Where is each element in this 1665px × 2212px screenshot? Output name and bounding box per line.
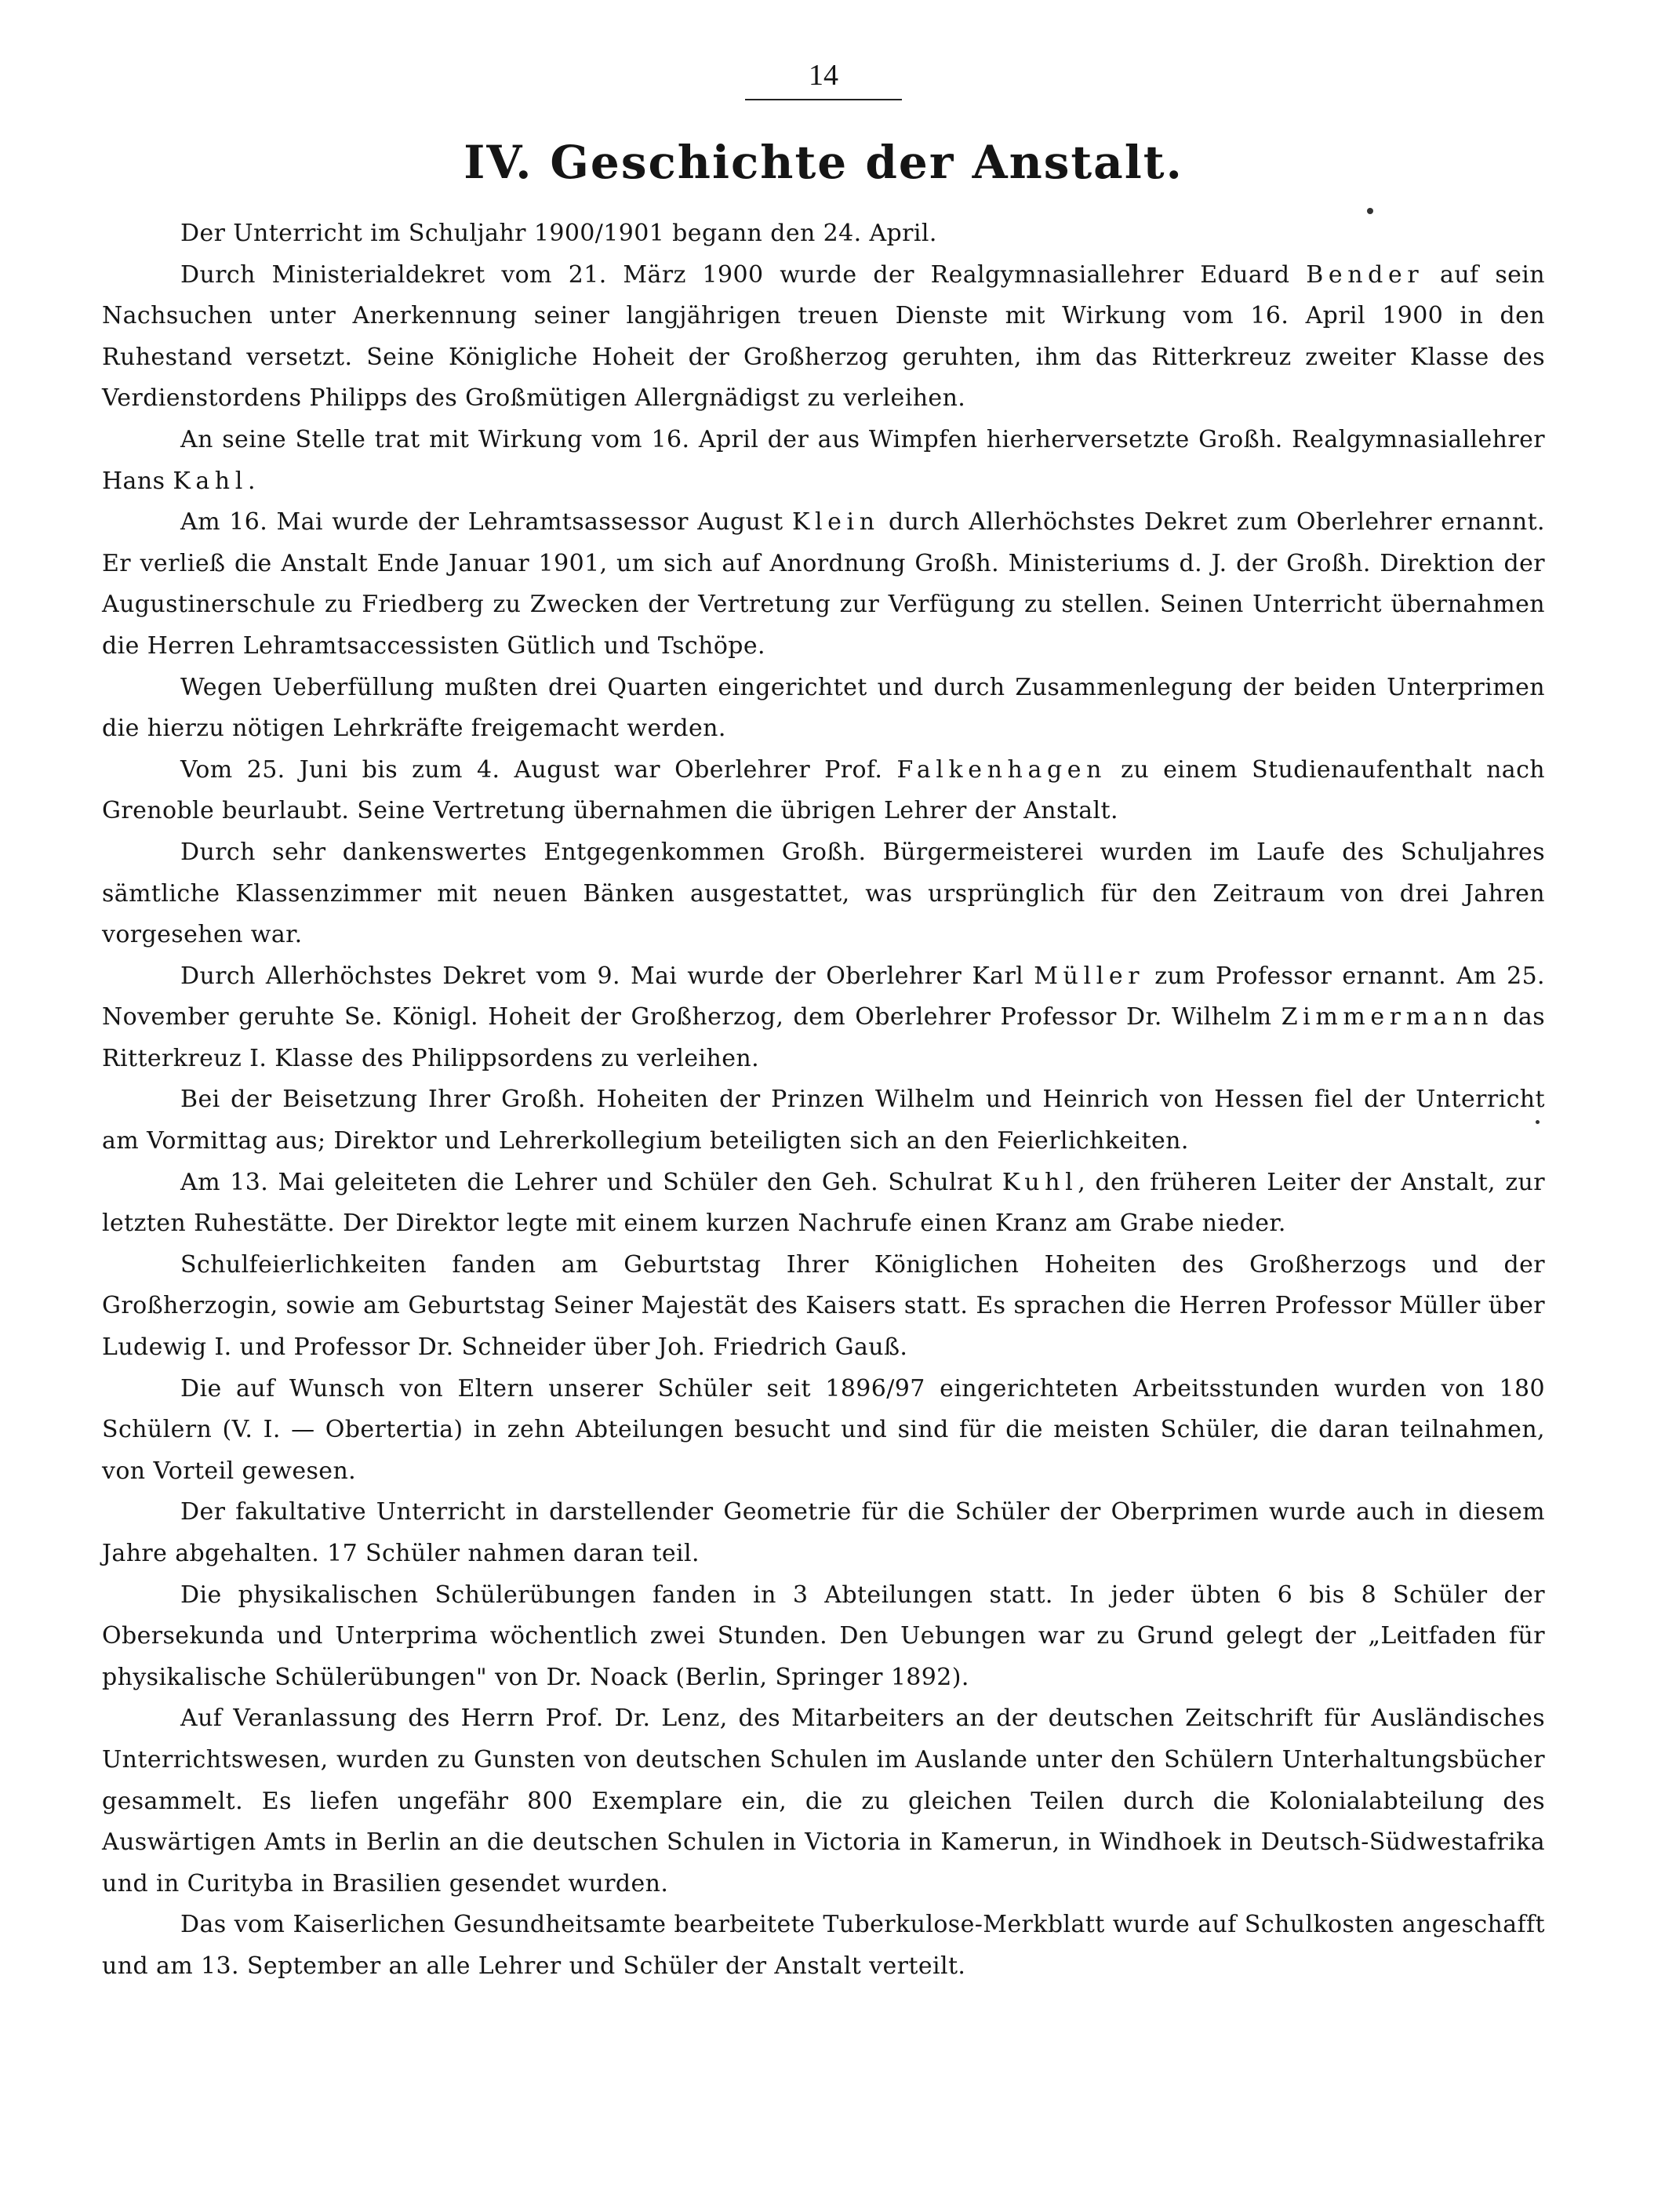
spaced-name: Klein — [791, 508, 880, 537]
paragraph-book-collection: Auf Veranlassung des Herrn Prof. Dr. Lenz, des Mitarbeiters an der deutschen Zeitschrift für Ausländisches Unterrichtswesen, wurden zu Gunsten von deutschen Schulen im Auslande unter den Schülern Unterhaltungsbücher gesammelt. Es liefen ungefähr 800 Exemplare ein, die zu gleichen Teilen durch die Kolonialabteilung des Auswärtigen Amts in Berlin an die deutschen Schulen in Victoria in Kamerun, in Windhoek in Deutsch-Südwestafrika und in Curityba in Brasilien gesendet wurden. — [102, 1704, 1545, 1897]
paragraph-study-hours: Die auf Wunsch von Eltern unserer Schüler seit 1896/97 eingerichteten Arbeitsstunden wurden von 180 Schülern (V. I. — Obertertia) in zehn Abteilungen besucht und sind für die meisten Schüler, die daran teilnahmen, von Vorteil gewesen. — [102, 1374, 1545, 1485]
spaced-name: Bender — [1306, 260, 1424, 289]
stray-mark — [1536, 1120, 1540, 1124]
spaced-name: Kahl — [173, 467, 248, 495]
paragraph-tuberculosis-leaflet: Das vom Kaiserlichen Gesundheitsamte bearbeitete Tuberkulose-Merkblatt wurde auf Schulkosten angeschafft und am 13. September an alle Lehrer und Schüler der Anstalt verteilt. — [102, 1911, 1545, 1980]
paragraph-physics-exercises: Die physikalischen Schülerübungen fanden in 3 Abteilungen statt. In jeder übten 6 bis 8 Schüler der Obersekunda und Unterprima wöchentlich zwei Stunden. Den Uebungen war zu Grund gelegt der „Leitfaden für physikalische Schülerübungen" von Dr. Noack (Berlin, Springer 1892). — [102, 1581, 1545, 1691]
paragraph-kahl-appointment: An seine Stelle trat mit Wirkung vom 16. April der aus Wimpfen hierherversetzte Großh. Realgymnasiallehrer Hans Kahl. — [102, 425, 1545, 495]
spaced-name: Kuhl — [1002, 1168, 1078, 1196]
paragraph-mueller-zimmermann: Durch Allerhöchstes Dekret vom 9. Mai wurde der Oberlehrer Karl Müller zum Professor ernannt. Am 25. November geruhte Se. Königl. Hoheit der Großherzog, dem Oberlehrer Professor Dr. Wilhelm Zimmermann das Ritterkreuz I. Klasse des Philippsordens zu verleihen. — [102, 962, 1545, 1072]
document-page — [102, 56, 1545, 2096]
spaced-name: Müller — [1034, 962, 1145, 990]
paragraph-kuhl-funeral: Am 13. Mai geleiteten die Lehrer und Schüler den Geh. Schulrat Kuhl, den früheren Leiter der Anstalt, zur letzten Ruhestätte. Der Direktor legte mit einem kurzen Nachrufe einen Kranz am Grabe nieder. — [102, 1168, 1545, 1238]
spaced-name: Zimmermann — [1281, 1003, 1494, 1031]
paragraph-overcrowding: Wegen Ueberfüllung mußten drei Quarten eingerichtet und durch Zusammenlegung der beiden Unterprimen die hierzu nötigen Lehrkräfte freigemacht werden. — [102, 673, 1545, 743]
section-title: Geschichte der Anstalt. — [550, 136, 1183, 189]
page-number-rule — [745, 99, 902, 100]
paragraph-falkenhagen-leave: Vom 25. Juni bis zum 4. August war Oberlehrer Prof. Falkenhagen zu einem Studienaufenthalt nach Grenoble beurlaubt. Seine Vertretung übernahmen die übrigen Lehrer der Anstalt. — [102, 755, 1546, 825]
paragraph-geometry: Der fakultative Unterricht in darstellender Geometrie für die Schüler der Oberprimen wurde auch in diesem Jahre abgehalten. 17 Schüler nahmen daran teil. — [102, 1498, 1545, 1567]
stray-mark — [1367, 208, 1373, 214]
body-text — [102, 213, 1545, 1988]
page-number: 14 — [809, 59, 838, 92]
section-numeral: IV. — [464, 136, 533, 189]
section-heading — [102, 135, 1545, 190]
paragraph-celebrations: Schulfeierlichkeiten fanden am Geburtstag Ihrer Königlichen Hoheiten des Großherzogs und der Großherzogin, sowie am Geburtstag Seiner Majestät des Kaisers statt. Es sprachen die Herren Professor Müller über Ludewig I. und Professor Dr. Schneider über Joh. Friedrich Gauß. — [102, 1250, 1545, 1362]
paragraph-new-benches: Durch sehr dankenswertes Entgegenkommen Großh. Bürgermeisterei wurden im Laufe des Schuljahres sämtliche Klassenzimmer mit neuen Bänken ausgestattet, was ursprünglich für den Zeitraum von drei Jahren vorgesehen war. — [102, 838, 1545, 949]
paragraph-school-year: Der Unterricht im Schuljahr 1900/1901 begann den 24. April. — [180, 220, 937, 247]
paragraph-bender-retirement: Durch Ministerialdekret vom 21. März 1900 wurde der Realgymnasiallehrer Eduard Bender auf sein Nachsuchen unter Anerkennung seiner langjährigen treuen Dienste mit Wirkung vom 16. April 1900 in den Ruhestand versetzt. Seine Königliche Hoheit der Großherzog geruhten, ihm das Ritterkreuz zweiter Klasse des Verdienstordens Philipps des Großmütigen Allergnädigst zu verleihen. — [102, 260, 1545, 413]
paragraph-funeral-princes: Bei der Beisetzung Ihrer Großh. Hoheiten der Prinzen Wilhelm und Heinrich von Hessen fiel der Unterricht am Vormittag aus; Direktor und Lehrerkollegium beteiligten sich an den Feierlichkeiten. — [102, 1086, 1545, 1155]
spaced-name: Falkenhagen — [896, 755, 1107, 784]
paragraph-klein-appointment: Am 16. Mai wurde der Lehramtsassessor August Klein durch Allerhöchstes Dekret zum Oberlehrer ernannt. Er verließ die Anstalt Ende Januar 1901, um sich auf Anordnung Großh. Ministeriums d. J. der Großh. Direktion der Augustinerschule zu Friedberg zu Zwecken der Vertretung zur Verfügung zu stellen. Seinen Unterricht übernahmen die Herren Lehramtsaccessisten Gütlich und Tschöpe. — [102, 508, 1545, 660]
